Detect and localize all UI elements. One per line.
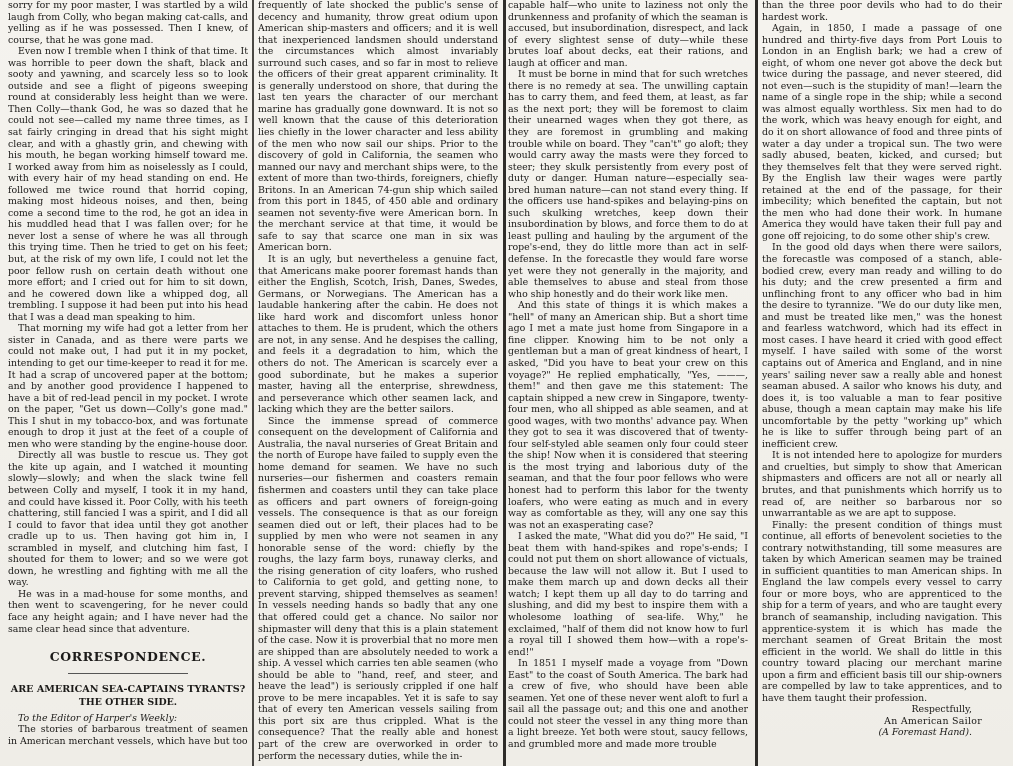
paragraph: That morning my wife had got a letter from her sister in Canada, and as there were parts we could not make out, I had put it in my pocket, intending to get our time-keeper to read it for me. It had a scrap of uncovered paper at the bottom; and by another good providence I happened to have a bit of red-lead pencil in my pocket. I wrote on the paper, "Get us down—Colly's gone mad." This I shut in my tobacco-box, and was fortunate enough to drop it just at the feet of a couple of men who were standing by the engine-house door.: [8, 323, 248, 450]
paragraph: sorry for my poor master, I was startled by a wild laugh from Colly, who began making cat-calls, and yelling as if he was possessed. Then I knew, of course, that he was gone mad.: [8, 0, 248, 46]
paragraph: Even now I tremble when I think of that time. It was horrible to peer down the shaft, black and sooty and yawning, and scarcely less so to look outside and see a flight of pigeons sweeping round at considerably less height than we were. Then Colly—thank God, he was so dazed that he could not see—called my name three times, as I sat fairly cringing in dread that his sight might clear, and with a ghastly grin, and chewing with his mouth, he began working himself toward me. I worked away from him as noiselessly as I could, with every hair of my head standing on end. He followed me twice round that horrid coping, making most hideous noises, and then, being come a second time to the rod, he got an idea in his muddled head that I was fallen over; for he never lost a sense of where he was all through this trying time. Then he tried to get on his feet; but, at the risk of my own life, I could not let the poor fellow rush on certain death without one more effort; and I cried out for him to sit down, and he cowered down like a whipped dog, all trembling. I suppose it had been put into his head that I was a dead man speaking to him.: [8, 46, 248, 323]
column-rule: [503, 0, 506, 766]
paragraph: than the three poor devils who had to do their hardest work.: [762, 0, 1002, 23]
paragraph: I asked the mate, "What did you do?" He said, "I beat them with hand-spikes and rope's-ends; I could not put them on short allowance of victuals, because the law will not allow it. But I used to make them march up and down decks all their watch; I kept them up all day to do tarring and slushing, and did my best to inspire them with a wholesome loathing of sea-life. Why," he exclaimed, "half of them did not know how to furl a royal till I showed them how—with a rope's-end!": [508, 531, 748, 658]
paragraph: Again, in 1850, I made a passage of one hundred and thirty-five days from Port Louis to London in an English bark; we had a crew of eight, of whom one never got above the deck but twice during the passage, and never steered, did not even—such is the stupidity of man!—learn the name of a single rope in the ship; while a second was almost equally worthless. Six men had to do the work, which was heavy enough for eight, and do it on short allowance of food and three pints of water a day under a tropical sun. The two were sadly abused, beaten, kicked, and cursed; but they themselves felt that they were served right. By the English law their wages were partly retained at the end of the passage, for their imbecility; which benefited the captain, but not the men who had done their work. In humane America they would have taken their full pay and gone off rejoicing, to do some other ship's crew.: [762, 23, 1002, 242]
paragraph: In the good old days when there were sailors, the forecastle was composed of a stanch, able-bodied crew, every man ready and willing to do his duty; and the crew presented a firm and unflinching front to any officer who bad in him the desire to tyrannize. "We do our duty like men, and must be treated like men," was the honest and fearless watchword, which had its effect in most cases. I have heard it cried with good effect myself. I have sailed with some of the worst captains out of America and England, and in nine years' sailing never saw a really able and honest seaman abused. A sailor who knows his duty, and does it, is too valuable a man to fear positive abuse, though a mean captain may make his life uncomfortable by the petty "working up" which he is like to suffer through being part of an inefficient crew.: [762, 242, 1002, 450]
editor-salutation: To the Editor of Harper's Weekly:: [18, 712, 178, 724]
paragraph: capable half—who unite to laziness not only the drunkenness and profanity of which the seaman is accused, but insubordination, disrespect, and lack of every slightest sense of duty—while these brutes loaf about decks, eat their rations, and laugh at officer and man.: [508, 0, 748, 69]
paragraph: And this state of things it is which makes a "hell" of many an American ship. But a short time ago I met a mate just home from Singapore in a fine clipper. Knowing him to be not only a gentleman but a man of great kindness of heart, I asked, "Did you have to beat your crew on this voyage?" He replied emphatically, "Yes, ———, them!" and then gave me this statement: The captain shipped a new crew in Singapore, twenty-four men, who all shipped as able seamen, and at good wages, with two months' advance pay. When they got to sea it was discovered that of twenty-four self-styled able seamen only four could steer the ship! Now when it is considered that steering is the most trying and laborious duty of the seaman, and that the four poor fellows who were honest had to perform this labor for the twenty loafers, who were eating as much and in every way as comfortable as they, will any one say this was not an exasperating case?: [508, 300, 748, 531]
signature-closing: Respectfully,: [911, 704, 972, 716]
paragraph: It is not intended here to apologize for murders and cruelties, but simply to show that American shipmasters and officers are not all or nearly all brutes, and that punishments which horrify us to read of, are neither so barbarous nor so unwarrantable as we are apt to suppose.: [762, 450, 1002, 520]
paragraph: It must be borne in mind that for such wretches there is no remedy at sea. The unwilling captain has to carry them, and feed them, at least, as far as the next port; they will be foremost to claim their unearned wages when they got there, as they are foremost in grumbling and making trouble while on board. They "can't" go aloft; they would carry away the masts were they forced to steer; they skulk persistently from every post of duty or danger. Human nature—especially sea-bred human nature—can not stand every thing. If the officers use hand-spikes and belaying-pins on such skulking wretches, keep down their insubordination by blows, and force them to do at least pulling and hauling by the argument of the rope's-end, they do little more than act in self-defense. In the forecastle they would fare worse yet were they not generally in the majority, and able themselves to abuse and steal from those who ship honestly and do their work like men.: [508, 69, 748, 300]
signature-note: (A Foremast Hand).: [878, 727, 972, 739]
column-rule: [755, 0, 758, 766]
column-rule: [252, 0, 254, 766]
signature-name: An American Sailor: [884, 715, 982, 727]
paragraph: It is an ugly, but nevertheless a genuine fact, that Americans make poorer foremast hands than either the English, Scotch, Irish, Danes, Swedes, Germans, or Norwegians. The American has a laudable hankering after the cabin. He does not like hard work and discomfort unless honor attaches to them. He is prudent, which the others are not, in any sense. And he despises the calling, and feels it a degradation to him, which the others do not. The American is scarcely ever a good subordinate, but he makes a superior master, having all the enterprise, shrewdness, and perseverance which other seamen lack, and lacking which they are the better sailors.: [258, 254, 498, 416]
paragraph: Finally: the present condition of things must continue, all efforts of benevolent societies to the contrary notwithstanding, till some measures are taken by which American seamen may be trained in sufficient quantities to man American ships. In England the law compels every vessel to carry four or more boys, who are apprenticed to the ship for a term of years, and who are taught every branch of seamanship, including navigation. This apprentice-system it is which has made the merchant seamen of Great Britain the most efficient in the world. We shall do little in this country toward placing our merchant marine upon a firm and efficient basis till our ship-owners are compelled by law to take apprentices, and to have them taught their profession.: [762, 519, 1002, 704]
column-1: [8, 0, 248, 766]
paragraph: He was in a mad-house for some months, and then went to scavengering, for he never could face any height again; and I have never had the same clear head since that adventure.: [8, 588, 248, 635]
paragraph: The stories of barbarous treatment of seamen in American merchant vessels, which have but too: [8, 724, 248, 747]
paragraph: frequently of late shocked the public's sense of decency and humanity, throw great odium upon American ship-masters and officers; and it is well that inexperienced landsmen should understand the circumstances which almost invariably surround such cases, and so far in most to relieve the officers of their great apparent criminality. It is generally understood on shore, that during the last ten years the character of our merchant marine has gradually gone downward. It is not so well known that the cause of this deterioration lies chiefly in the lower character and less ability of the men who now sail our ships. Prior to the discovery of gold in California, the seamen who manned our navy and merchant ships were, to the extent of more than two-thirds, foreigners, chiefly Britons. In an American 74-gun ship which sailed from this port in 1845, of 450 able and ordinary seamen not seventy-five were American born. In the merchant service at that time, it would be safe to say that scarce one man in six was American born.: [258, 0, 498, 254]
paragraph: Since the immense spread of commerce consequent on the development of California and Australia, the naval nurseries of Great Britain and the north of Europe have failed to supply even the home demand for seamen. We have no such nurseries—our fishermen and coasters remain fishermen and coasters until they can take place as officers and part owners of foreign-going vessels. The consequence is that as our foreign seamen died out or left, their places had to be supplied by men who were not seamen in any honorable sense of the word: chiefly by the roughs, the lazy farm boys, runaway clerks, and the rising generation of city loafers, who rushed to California to get gold, and getting none, to prevent starving, shipped themselves as seamen! In vessels needing hands so badly that any one that offered could get a chance. No sailor nor shipmaster will deny that this is a plain statement of the case. Now it is proverbial that no more men are shipped than are absolutely needed to work a ship. A vessel which carries ten able seamen (who should be able to "hand, reef, and steer, and heave the lead") is seriously crippled if one half prove to be mere incapables. Yet it is safe to say that of every ten American vessels sailing from this port six are thus crippled. What is the consequence? That the really able and honest part of the crew are overworked in order to perform the necessary duties, while the in-: [258, 415, 498, 762]
paragraph: Directly all was bustle to rescue us. They got the kite up again, and I watched it mounting slowly—slowly; and when the slack twine fell between Colly and myself, I took it in my hand, and could have kissed it. Poor Colly, with his teeth chattering, still fancied I was a spirit, and I did all I could to favor that idea until they got another cradle up to us. Then having got him in, I scrambled in myself, and clutching him fast, I shouted for them to lower; and so we were got down, he wrestling and fighting with me all the way.: [8, 450, 248, 589]
paragraph: In 1851 I myself made a voyage from "Down East" to the coast of South America. The bark had a crew of five, who should have been able seamen. Yet one of these never went aloft to furl a sail all the passage out; and this one and another could not steer the vessel in any thing more than a light breeze. Yet both were stout, saucy fellows, and grumbled more and made more trouble: [508, 658, 748, 750]
section-heading: CORRESPONDENCE.: [49, 649, 207, 665]
column-2: [258, 0, 498, 766]
article-subtitle: THE OTHER SIDE.: [78, 697, 178, 709]
column-4: [762, 0, 1002, 766]
article-title: ARE AMERICAN SEA-CAPTAINS TYRANTS?: [10, 683, 246, 695]
column-3: [508, 0, 748, 766]
heading-divider: [68, 673, 188, 674]
